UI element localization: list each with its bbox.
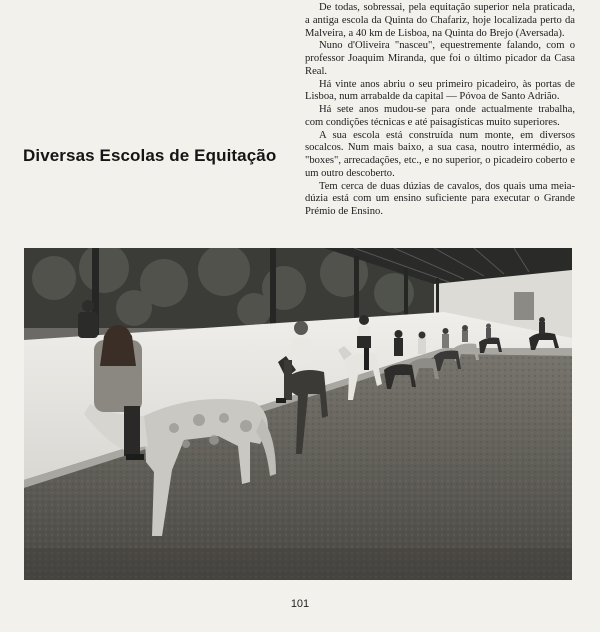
paragraph: Há sete anos mudou-se para onde actualmente trabalha, com condições técnicas e até paisagísticas muito superiores. [305,104,575,128]
riding-school-photo [24,248,572,580]
paragraph: De todas, sobressai, pela equitação superior nela praticada, a antiga escola da Quinta do Chafariz, hoje localizada perto da Malveira, a 40 km de Lisboa, na Quinta do Brejo (Aversada). [305,2,575,39]
paragraph: Nuno d'Oliveira "nasceu", equestremente falando, com o professor Joaquim Miranda, que foi o último picador da Casa Real. [305,40,575,77]
paragraph: Há vinte anos abriu o seu primeiro picadeiro, às portas de Lisboa, num arrabalde da capital — Póvoa de Santo Adrião. [305,78,575,103]
paragraph: Tem cerca de duas dúzias de cavalos, dos quais uma meia-dúzia está com um ensino suficiente para executar o Grande Prémio de Ensino. [305,180,575,217]
page-number: 101 [290,598,310,610]
article-text-column [305,2,575,219]
paragraph: A sua escola está construída num monte, em diversos socalcos. Num mais baixo, a sua casa, noutro intermédio, as "boxes", arrecadações, etc., e no superior, o picadeiro coberto e um outro descoberto. [305,129,575,179]
notice-board [514,292,534,320]
riding-arena-illustration [24,248,572,580]
page-heading: Diversas Escolas de Equitação [23,146,277,165]
